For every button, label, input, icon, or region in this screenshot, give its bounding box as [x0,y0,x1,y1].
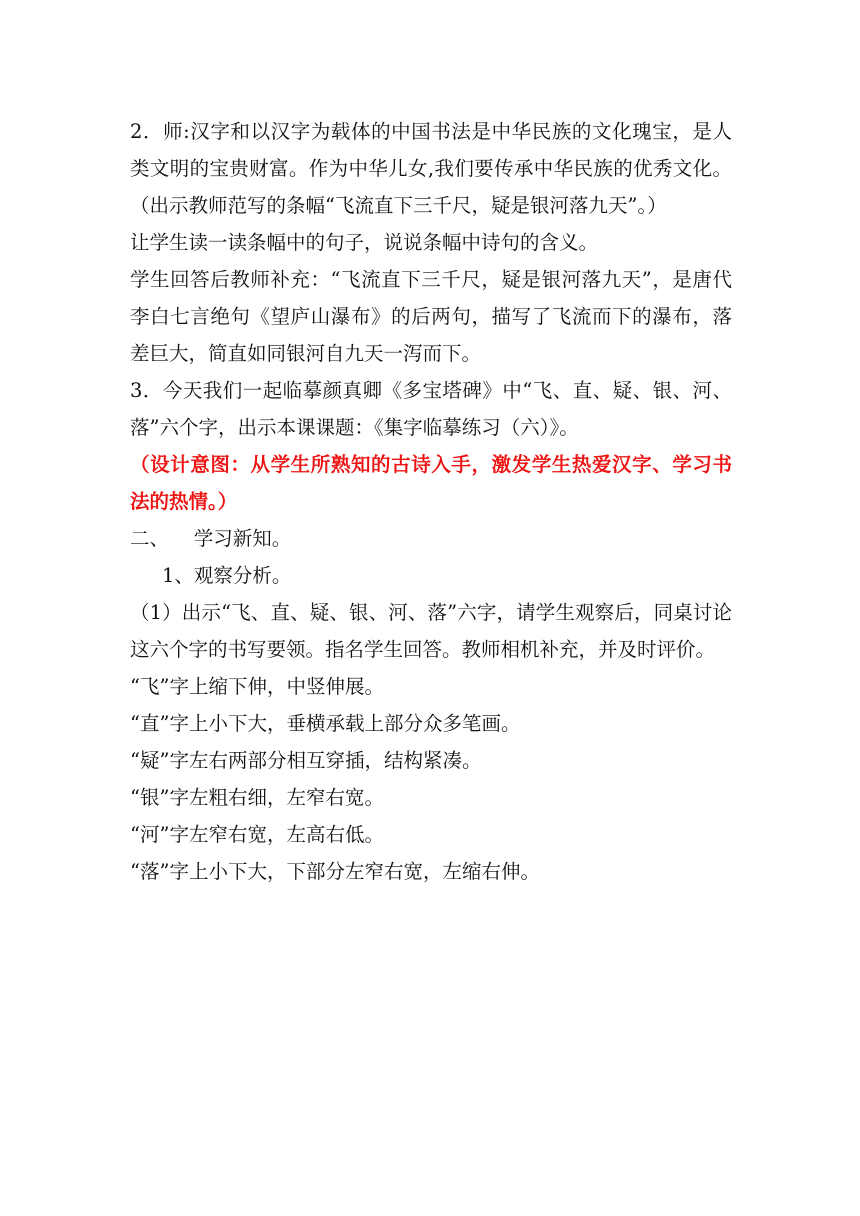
character-note-he: “河”字左窄右宽，左高右低。 [130,823,384,846]
section-heading-learn-new: 二、 学习新知。 [130,527,292,550]
character-note-zhi: “直”字上小下大，垂横承载上部分众多笔画。 [130,712,521,735]
character-note-yi: “疑”字左右两部分相互穿插，结构紧凑。 [130,749,482,772]
paragraph-read-scroll: 让学生读一读条幅中的句子，说说条幅中诗句的含义。 [130,231,599,254]
paragraph-lesson-title: 3．今天我们一起临摹颜真卿《多宝塔碑》中“飞、直、疑、银、河、落”六个字，出示本课课题：《集字临摹练习（六）》。 [130,379,732,439]
paragraph-teacher-supplement: 学生回答后教师补充：“飞流直下三千尺，疑是银河落九天”，是唐代李白七言绝句《望庐山瀑布》的后两句，描写了飞流而下的瀑布，落差巨大，简直如同银河自九天一泻而下。 [130,268,732,365]
subheading-observe-analyze: 1、观察分析。 [162,564,292,587]
paragraph-teacher-intro: 2．师:汉字和以汉字为载体的中国书法是中华民族的文化瑰宝，是人类文明的宝贵财富。作为中华儿女,我们要传承中华民族的优秀文化。（出示教师范写的条幅“飞流直下三千尺，疑是银河落九天”。） [130,120,732,217]
character-note-yin: “银”字左粗右细，左窄右宽。 [130,786,384,809]
paragraph-show-six-characters: （1）出示“飞、直、疑、银、河、落”六字，请学生观察后，同桌讨论这六个字的书写要领。指名学生回答。教师相机补充，并及时评价。 [130,601,732,661]
character-note-fei: “飞”字上缩下伸，中竖伸展。 [130,675,384,698]
character-note-luo: “落”字上小下大，下部分左窄右宽，左缩右伸。 [130,860,540,883]
document-body [130,113,732,890]
paragraph-design-intent: （设计意图：从学生所熟知的古诗入手，激发学生热爱汉字、学习书法的热情。） [130,453,732,513]
